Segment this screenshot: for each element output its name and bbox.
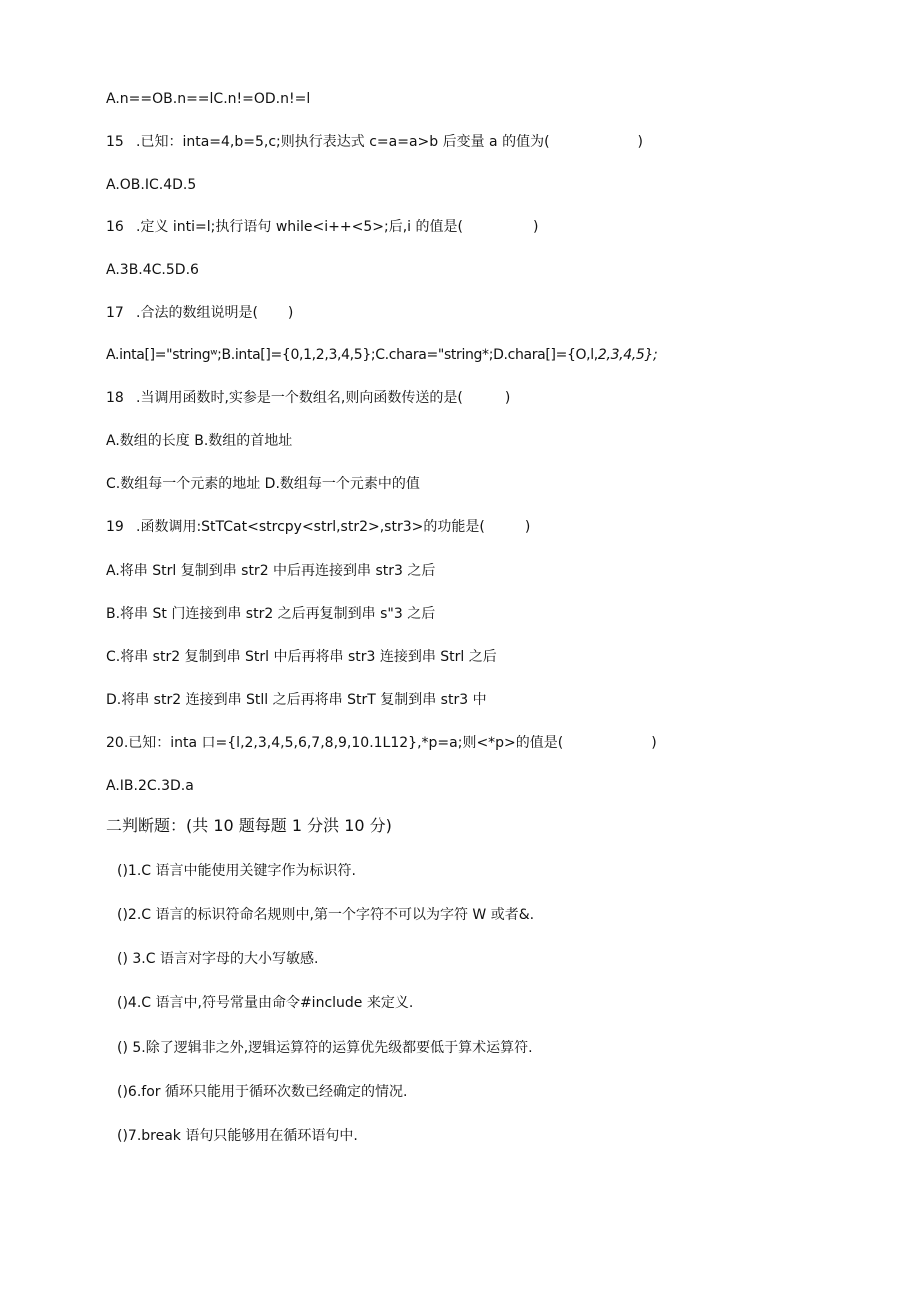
tf-item: ()6.for 循环只能用于循环次数已经确定的情况. [117,1084,408,1100]
answer-line-20: A.IB.2C.3D.a [106,778,194,794]
question-20 [106,734,657,752]
question-text: .已知：inta=4,b=5,c;则执行表达式 c=a=a>b 后变量 a 的值为( [136,134,550,150]
question-number: 15 [106,134,124,150]
answer-line-14: A.n==OB.n==lC.n!=OD.n!=l [106,91,311,107]
section-heading: 二判断题：(共 10 题每题 1 分洪 10 分) [106,816,392,835]
tf-item: () 5.除了逻辑非之外,逻辑运算符的运算优先级都要低于算术运算符. [117,1040,533,1056]
tf-item: ()1.C 语言中能使用关键字作为标识符. [117,863,356,879]
question-text: .当调用函数时,实参是一个数组名,则向函数传送的是( [136,390,463,406]
question-text: .函数调用:StTCat<strcpy<strl,str2>,str3>的功能是( [136,519,485,535]
close-paren: ) [524,519,531,535]
question-16 [106,218,538,236]
question-text: .合法的数组说明是( [136,305,258,321]
question-text: 20.已知：inta 口={l,2,3,4,5,6,7,8,9,10.1L12},*p=a;则<*p>的值是( [106,735,564,751]
answer-line-17: A.inta[]="stringʷ;B.inta[]={0,1,2,3,4,5};C.chara="string*;D.chara[]={O,l,2,3,4,5}; [106,347,658,363]
question-text: .定义 inti=l;执行语句 while<i++<5>;后,i 的值是( [136,219,463,235]
answer-line-19c: C.将串 str2 复制到串 Strl 中后再将串 str3 连接到串 Strl 之后 [106,649,497,665]
answer-line-19b: B.将串 St 门连接到串 str2 之后再复制到串 s"3 之后 [106,606,436,622]
question-number: 16 [106,219,124,235]
tf-item: ()2.C 语言的标识符命名规则中,第一个字符不可以为字符 W 或者&. [117,907,535,923]
question-number: 17 [106,305,124,321]
close-paren: ) [637,134,644,150]
close-paren: ) [504,390,511,406]
answer-line-18a: A.数组的长度 B.数组的首地址 [106,433,293,449]
close-paren: ) [287,305,294,321]
tf-item: ()7.break 语句只能够用在循环语句中. [117,1128,358,1144]
question-15 [106,133,643,151]
tf-item: () 3.C 语言对字母的大小写敏感. [117,951,319,967]
question-number: 19 [106,519,124,535]
question-17 [106,304,293,322]
question-number: 18 [106,390,124,406]
answer-line-19a: A.将串 Strl 复制到串 str2 中后再连接到串 str3 之后 [106,563,436,579]
answer-line-16: A.3B.4C.5D.6 [106,262,199,278]
question-19 [106,518,530,536]
answer-line-19d: D.将串 str2 连接到串 Stll 之后再将串 StrT 复制到串 str3 中 [106,692,487,708]
close-paren: ) [651,735,657,751]
answer-line-15: A.OB.IC.4D.5 [106,177,197,193]
close-paren: ) [532,219,539,235]
question-18 [106,389,510,407]
answer-line-18b: C.数组每一个元素的地址 D.数组每一个元素中的值 [106,476,420,492]
tf-item: ()4.C 语言中,符号常量由命令#include 来定义. [117,995,414,1011]
